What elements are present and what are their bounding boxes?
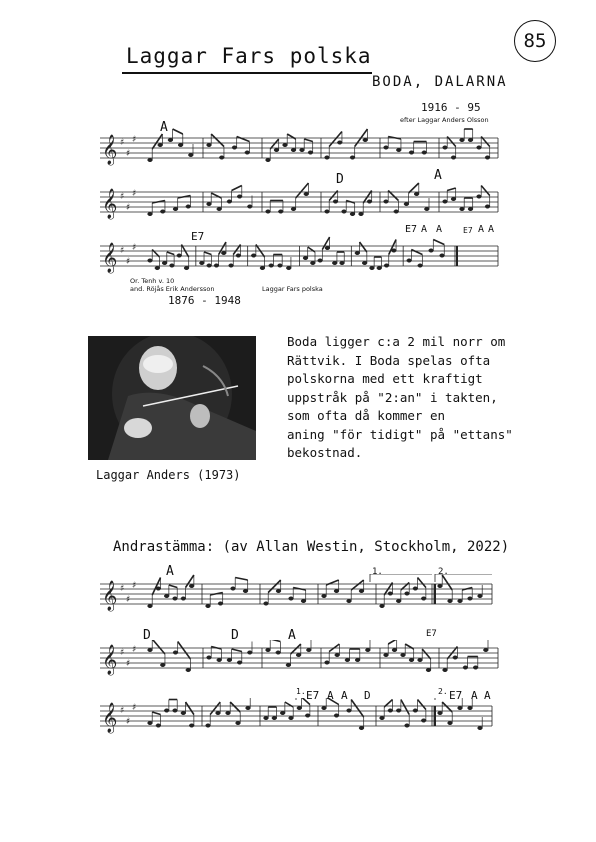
note-head xyxy=(300,148,305,152)
note-head xyxy=(217,207,222,211)
note-head xyxy=(164,594,169,598)
note-head xyxy=(207,264,212,268)
chord-label: A xyxy=(166,564,174,579)
description-text xyxy=(287,333,537,463)
page-number: 85 xyxy=(514,20,556,62)
note-head xyxy=(266,648,271,652)
sharp-icon: ♯ xyxy=(120,138,125,148)
note-head xyxy=(443,668,448,672)
description-line: uppstråk på "2:an" i takten, xyxy=(287,389,498,405)
chord-label: A xyxy=(434,168,442,183)
sharp-icon: ♯ xyxy=(126,257,131,267)
note-head xyxy=(286,266,291,270)
note-head xyxy=(405,724,410,728)
note-head xyxy=(426,668,431,672)
note-beam xyxy=(351,700,364,718)
note-head xyxy=(214,264,219,268)
note-head xyxy=(274,148,279,152)
note-beam xyxy=(388,640,397,644)
note-head xyxy=(304,192,309,196)
note-head xyxy=(188,153,193,157)
note-head xyxy=(148,648,153,652)
note-head xyxy=(164,709,169,713)
note-head xyxy=(413,587,418,591)
note-head xyxy=(380,716,385,720)
note-head xyxy=(156,724,161,728)
note-head xyxy=(303,256,308,260)
note-head xyxy=(162,261,167,265)
title-underline xyxy=(122,72,372,74)
note-head xyxy=(347,709,352,713)
chord-label: D xyxy=(231,628,239,643)
note-head xyxy=(347,599,352,603)
note-head xyxy=(409,151,414,155)
note-head xyxy=(260,266,265,270)
sharp-icon: ♯ xyxy=(120,246,125,256)
source-note: Laggar Fars polska xyxy=(262,285,323,293)
note-beam xyxy=(230,702,240,712)
note-head xyxy=(362,261,367,265)
note-head xyxy=(181,597,186,601)
sharp-icon: ♯ xyxy=(132,645,137,655)
note-head xyxy=(325,210,330,214)
years-bottom: 1876 - 1948 xyxy=(168,294,241,307)
note-head xyxy=(301,599,306,603)
note-head xyxy=(219,156,224,160)
ending-label: 1. xyxy=(372,567,383,577)
note-head xyxy=(334,589,339,593)
note-head xyxy=(148,721,153,725)
note-head xyxy=(296,653,301,657)
chord-label: A xyxy=(484,689,491,702)
note-head xyxy=(173,597,178,601)
note-head xyxy=(478,726,483,730)
note-head xyxy=(485,205,490,209)
chord-label: E7 xyxy=(191,230,205,243)
note-head xyxy=(289,597,294,601)
note-beam xyxy=(481,186,490,196)
note-head xyxy=(231,587,236,591)
music-staff-6 xyxy=(100,698,500,748)
description-line: aning "för tidigt" på "ettans" xyxy=(287,426,513,442)
note-head xyxy=(458,599,463,603)
note-head xyxy=(458,706,463,710)
note-head xyxy=(325,246,330,250)
note-head xyxy=(463,666,468,670)
note-head xyxy=(160,210,165,214)
note-beam xyxy=(442,575,452,590)
note-head xyxy=(384,146,389,150)
note-head xyxy=(155,266,160,270)
sharp-icon: ♯ xyxy=(120,192,125,202)
note-head xyxy=(177,254,182,258)
sharp-icon: ♯ xyxy=(120,706,125,716)
note-head xyxy=(363,138,368,142)
note-beam xyxy=(360,242,367,252)
note-head xyxy=(384,264,389,268)
sharp-icon: ♯ xyxy=(132,189,137,199)
treble-clef-icon: 𝄞 xyxy=(102,135,118,165)
ending-label: 2. xyxy=(438,567,449,577)
note-head xyxy=(272,716,277,720)
sharp-icon: ♯ xyxy=(132,581,137,591)
note-head xyxy=(448,599,453,603)
chord-label: E7 xyxy=(426,629,437,639)
note-head xyxy=(245,151,250,155)
note-head xyxy=(264,716,269,720)
note-beam xyxy=(211,134,224,147)
source-note: Or. Tenh v. 10 xyxy=(130,277,175,285)
note-head xyxy=(276,589,281,593)
note-head xyxy=(291,207,296,211)
note-head xyxy=(485,156,490,160)
note-head xyxy=(396,148,401,152)
sharp-icon: ♯ xyxy=(132,135,137,145)
note-head xyxy=(264,602,269,606)
note-head xyxy=(409,658,414,662)
note-head xyxy=(370,266,375,270)
place-label: BODA, DALARNA xyxy=(372,74,508,90)
note-head xyxy=(429,249,434,253)
portrait-photo xyxy=(88,336,256,460)
note-head xyxy=(322,706,327,710)
note-head xyxy=(246,706,251,710)
note-head xyxy=(148,604,153,608)
second-voice-heading: Andrastämma: (av Allan Westin, Stockholm, 2022) xyxy=(113,539,510,555)
note-beam xyxy=(291,644,301,654)
note-head xyxy=(229,264,234,268)
note-head xyxy=(247,205,252,209)
note-head xyxy=(325,661,330,665)
note-beam xyxy=(204,252,211,255)
chord-label: A xyxy=(160,120,168,135)
chord-label: D xyxy=(143,628,151,643)
sharp-icon: ♯ xyxy=(126,717,131,727)
note-head xyxy=(227,200,232,204)
note-head xyxy=(468,138,473,142)
note-beam xyxy=(152,578,160,596)
chord-label: D xyxy=(336,172,344,187)
note-beam xyxy=(433,240,444,245)
note-head xyxy=(460,138,465,142)
note-head xyxy=(269,264,274,268)
note-head xyxy=(355,251,360,255)
note-head xyxy=(468,207,473,211)
note-head xyxy=(291,148,296,152)
note-head xyxy=(189,584,194,588)
music-staff-5 xyxy=(100,640,500,690)
chord-label: A xyxy=(421,224,428,235)
note-head xyxy=(414,192,419,196)
note-head xyxy=(421,597,426,601)
chord-label: A xyxy=(327,689,334,702)
note-beam xyxy=(270,139,279,149)
note-head xyxy=(305,714,310,718)
note-head xyxy=(186,205,191,209)
note-head xyxy=(173,651,178,655)
note-head xyxy=(310,261,315,265)
note-head xyxy=(148,259,153,263)
note-head xyxy=(438,584,443,588)
note-head xyxy=(289,716,294,720)
note-head xyxy=(306,648,311,652)
note-head xyxy=(217,658,222,662)
note-head xyxy=(189,724,194,728)
treble-clef-icon: 𝄞 xyxy=(102,243,118,273)
note-head xyxy=(186,668,191,672)
note-head xyxy=(308,151,313,155)
note-head xyxy=(232,146,237,150)
note-head xyxy=(337,141,342,145)
note-beam xyxy=(152,640,165,654)
note-beam xyxy=(178,642,191,660)
chord-label: A xyxy=(341,689,348,702)
note-head xyxy=(216,711,221,715)
note-head xyxy=(286,663,291,667)
sharp-icon: ♯ xyxy=(126,659,131,669)
chord-label: A xyxy=(436,224,443,235)
sharp-icon: ♯ xyxy=(120,648,125,658)
note-head xyxy=(468,597,473,601)
source-note: and. Röjås Erik Andersson xyxy=(130,285,215,293)
note-beam xyxy=(422,649,431,659)
note-head xyxy=(247,651,252,655)
note-head xyxy=(206,604,211,608)
note-head xyxy=(396,599,401,603)
note-head xyxy=(380,604,385,608)
note-head xyxy=(251,254,256,258)
sharp-icon: ♯ xyxy=(126,595,131,605)
note-head xyxy=(206,724,211,728)
treble-clef-icon: 𝄞 xyxy=(102,703,118,733)
description-line: Rättvik. I Boda spelas ofta xyxy=(287,352,491,368)
ending-label: 2. xyxy=(438,687,448,696)
note-beam xyxy=(167,252,174,255)
note-head xyxy=(384,200,389,204)
note-head xyxy=(422,151,427,155)
note-head xyxy=(236,721,241,725)
note-head xyxy=(418,264,423,268)
note-head xyxy=(407,259,412,263)
note-head xyxy=(359,212,364,216)
chord-label: D xyxy=(364,689,371,702)
note-beam xyxy=(232,186,242,191)
note-beam xyxy=(169,585,177,588)
note-head xyxy=(468,706,473,710)
note-beam xyxy=(270,640,280,642)
note-head xyxy=(173,709,178,713)
years-top: 1916 - 95 xyxy=(421,101,481,114)
note-head xyxy=(266,158,271,162)
note-head xyxy=(173,207,178,211)
note-head xyxy=(365,648,370,652)
note-head xyxy=(243,589,248,593)
note-head xyxy=(355,658,360,662)
note-head xyxy=(392,648,397,652)
note-head xyxy=(184,266,189,270)
note-head xyxy=(477,146,482,150)
note-head xyxy=(160,663,165,667)
note-head xyxy=(158,143,163,147)
note-head xyxy=(367,200,372,204)
note-head xyxy=(297,706,302,710)
note-head xyxy=(350,212,355,216)
note-head xyxy=(207,143,212,147)
note-head xyxy=(478,594,483,598)
note-head xyxy=(394,210,399,214)
note-head xyxy=(440,254,445,258)
note-head xyxy=(443,200,448,204)
note-head xyxy=(342,210,347,214)
sharp-icon: ♯ xyxy=(126,149,131,159)
tune-title: Laggar Fars polska xyxy=(126,44,372,68)
chord-label: A xyxy=(471,689,478,702)
note-head xyxy=(396,709,401,713)
note-head xyxy=(332,261,337,265)
note-head xyxy=(451,197,456,201)
note-head xyxy=(148,212,153,216)
note-head xyxy=(280,711,285,715)
chord-label: E7 xyxy=(449,689,463,702)
note-head xyxy=(207,202,212,206)
note-head xyxy=(283,143,288,147)
note-head xyxy=(334,714,339,718)
note-head xyxy=(359,589,364,593)
note-head xyxy=(318,259,323,263)
note-head xyxy=(405,592,410,596)
description-line: Boda ligger c:a 2 mil norr om xyxy=(287,334,506,349)
note-head xyxy=(322,594,327,598)
note-head xyxy=(333,200,338,204)
note-head xyxy=(388,709,393,713)
note-head xyxy=(227,658,232,662)
photo-caption: Laggar Anders (1973) xyxy=(96,468,241,482)
note-head xyxy=(226,711,231,715)
note-beam xyxy=(237,137,250,142)
chord-label: A xyxy=(478,224,485,235)
treble-clef-icon: 𝄞 xyxy=(102,645,118,675)
note-head xyxy=(438,711,443,715)
description-line: bekostnad. xyxy=(287,445,363,460)
note-head xyxy=(388,592,393,596)
note-beam xyxy=(411,250,422,255)
note-head xyxy=(148,158,153,162)
description-line: polskorna med ett kraftigt xyxy=(287,371,483,386)
note-beam xyxy=(418,700,426,710)
note-head xyxy=(278,210,283,214)
sharp-icon: ♯ xyxy=(132,703,137,713)
note-head xyxy=(345,658,350,662)
treble-clef-icon: 𝄞 xyxy=(102,581,118,611)
note-head xyxy=(237,661,242,665)
note-head xyxy=(266,210,271,214)
note-head xyxy=(448,721,453,725)
chord-label: E7 xyxy=(405,224,418,235)
note-head xyxy=(443,146,448,150)
note-head xyxy=(218,602,223,606)
sharp-icon: ♯ xyxy=(132,243,137,253)
note-beam xyxy=(447,188,456,191)
note-head xyxy=(483,648,488,652)
music-staff-4 xyxy=(100,574,500,629)
ending-label: 1. xyxy=(296,687,306,696)
note-head xyxy=(335,653,340,657)
note-head xyxy=(325,156,330,160)
chord-label: E7 xyxy=(306,689,320,702)
source-note: efter Laggar Anders Olsson xyxy=(400,116,489,124)
note-head xyxy=(460,207,465,211)
note-beam xyxy=(409,183,419,193)
sharp-icon: ♯ xyxy=(126,203,131,213)
note-head xyxy=(418,658,423,662)
note-beam xyxy=(235,578,248,581)
note-head xyxy=(359,726,364,730)
note-head xyxy=(340,261,345,265)
note-beam xyxy=(186,702,194,715)
note-head xyxy=(276,651,281,655)
note-beam xyxy=(442,702,452,712)
sharp-icon: ♯ xyxy=(120,584,125,594)
note-head xyxy=(421,719,426,723)
note-head xyxy=(384,653,389,657)
note-beam xyxy=(173,129,183,134)
treble-clef-icon: 𝄞 xyxy=(102,189,118,219)
chord-label: A xyxy=(288,628,296,643)
note-head xyxy=(168,138,173,142)
note-head xyxy=(178,143,183,147)
chord-label: A xyxy=(488,224,495,235)
note-head xyxy=(473,666,478,670)
note-head xyxy=(236,254,241,258)
note-beam xyxy=(232,649,242,652)
note-beam xyxy=(401,700,409,715)
description-line: som ofta då kommer en xyxy=(287,408,446,423)
note-head xyxy=(424,207,429,211)
note-head xyxy=(237,195,242,199)
note-beam xyxy=(418,578,426,588)
note-head xyxy=(221,251,226,255)
note-head xyxy=(451,156,456,160)
note-head xyxy=(199,261,204,265)
note-head xyxy=(207,656,212,660)
note-beam xyxy=(351,580,364,590)
note-head xyxy=(278,264,283,268)
note-head xyxy=(453,656,458,660)
note-beam xyxy=(304,139,313,142)
note-head xyxy=(377,266,382,270)
note-head xyxy=(170,264,175,268)
chord-label: E7 xyxy=(463,226,473,235)
note-head xyxy=(350,156,355,160)
note-head xyxy=(401,653,406,657)
note-head xyxy=(477,195,482,199)
note-beam xyxy=(152,712,160,715)
note-head xyxy=(181,711,186,715)
note-head xyxy=(413,709,418,713)
note-head xyxy=(404,202,409,206)
